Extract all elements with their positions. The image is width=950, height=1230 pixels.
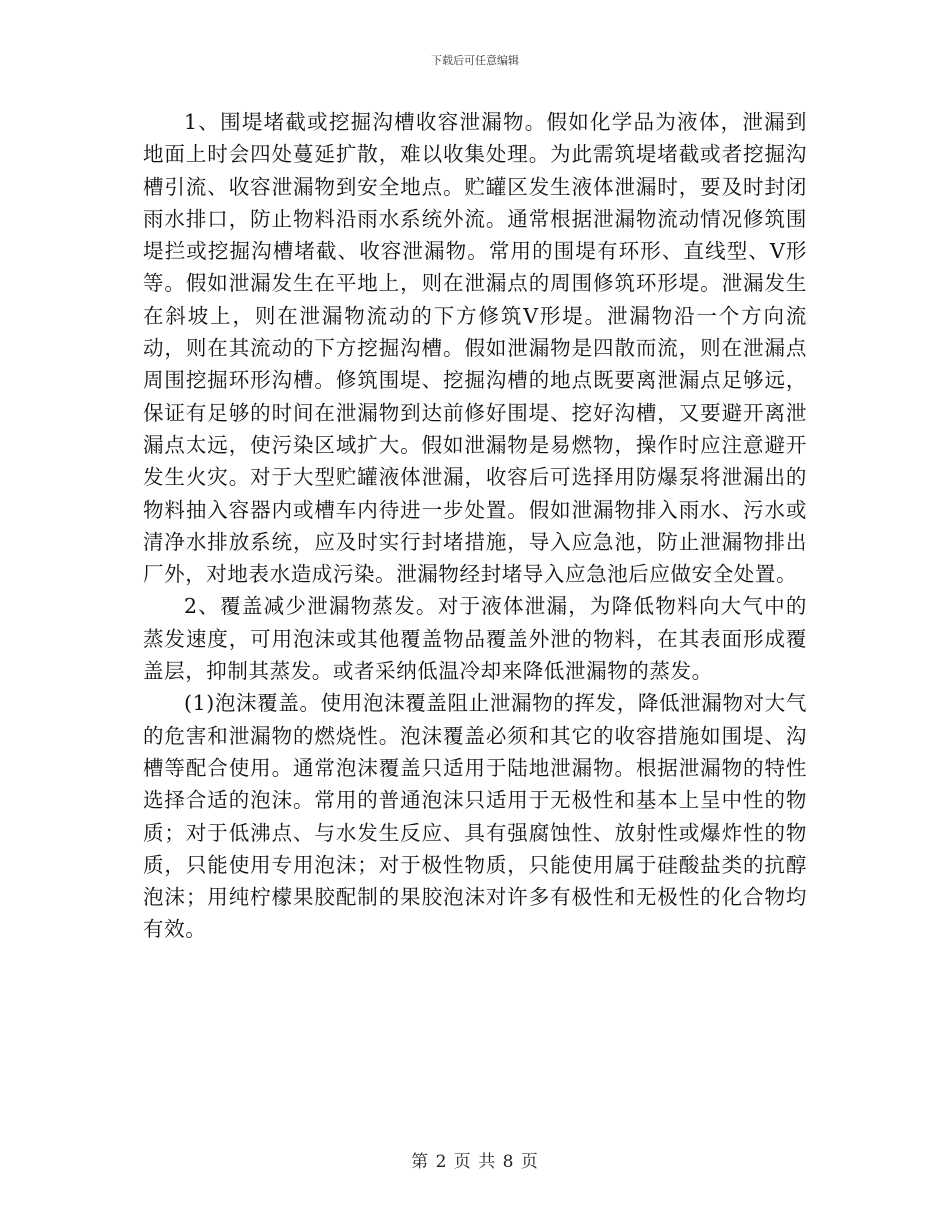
paragraph-foam-covering: (1)泡沫覆盖。使用泡沫覆盖阻止泄漏物的挥发，降低泄漏物对大气的危害和泄漏物的燃烧性。泡沫覆盖必须和其它的收容措施如围堤、沟槽等配合使用。通常泡沫覆盖只适用于陆地泄漏物。根据泄漏物的特性选择合适的泡沫。常用的普通泡沫只适用于无极性和基本上呈中性的物质；对于低沸点、与水发生反应、具有强腐蚀性、放射性或爆炸性的物质，只能使用专用泡沫；对于极性物质，只能使用属于硅酸盐类的抗醇泡沫；用纯柠檬果胶配制的果胶泡沫对许多有极性和无极性的化合物均有效。	[143, 691, 807, 942]
page-footer: 第 2 页 共 8 页	[411, 1152, 539, 1172]
page-header: 下载后可任意编辑	[431, 54, 519, 67]
paragraph-covering: 2、覆盖减少泄漏物蒸发。对于液体泄漏，为降低物料向大气中的蒸发速度，可用泡沫或其他覆盖物品覆盖外泄的物料，在其表面形成覆盖层，抑制其蒸发。或者采纳低温冷却来降低泄漏物的蒸发。	[143, 594, 807, 684]
document-body	[143, 106, 807, 946]
paragraph-containment: 1、围堤堵截或挖掘沟槽收容泄漏物。假如化学品为液体，泄漏到地面上时会四处蔓延扩散，难以收集处理。为此需筑堤堵截或者挖掘沟槽引流、收容泄漏物到安全地点。贮罐区发生液体泄漏时，要及时封闭雨水排口，防止物料沿雨水系统外流。通常根据泄漏物流动情况修筑围堤拦或挖掘沟槽堵截、收容泄漏物。常用的围堤有环形、直线型、V形等。假如泄漏发生在平地上，则在泄漏点的周围修筑环形堤。泄漏发生在斜坡上，则在泄漏物流动的下方修筑V形堤。泄漏物沿一个方向流动，则在其流动的下方挖掘沟槽。假如泄漏物是四散而流，则在泄漏点周围挖掘环形沟槽。修筑围堤、挖掘沟槽的地点既要离泄漏点足够远，保证有足够的时间在泄漏物到达前修好围堤、挖好沟槽，又要避开离泄漏点太远，使污染区域扩大。假如泄漏物是易燃物，操作时应注意避开发生火灾。对于大型贮罐液体泄漏，收容后可选择用防爆泵将泄漏出的物料抽入容器内或槽车内待进一步处置。假如泄漏物排入雨水、污水或清净水排放系统，应及时实行封堵措施，导入应急池，防止泄漏物排出厂外，对地表水造成污染。泄漏物经封堵导入应急池后应做安全处置。	[143, 110, 807, 587]
